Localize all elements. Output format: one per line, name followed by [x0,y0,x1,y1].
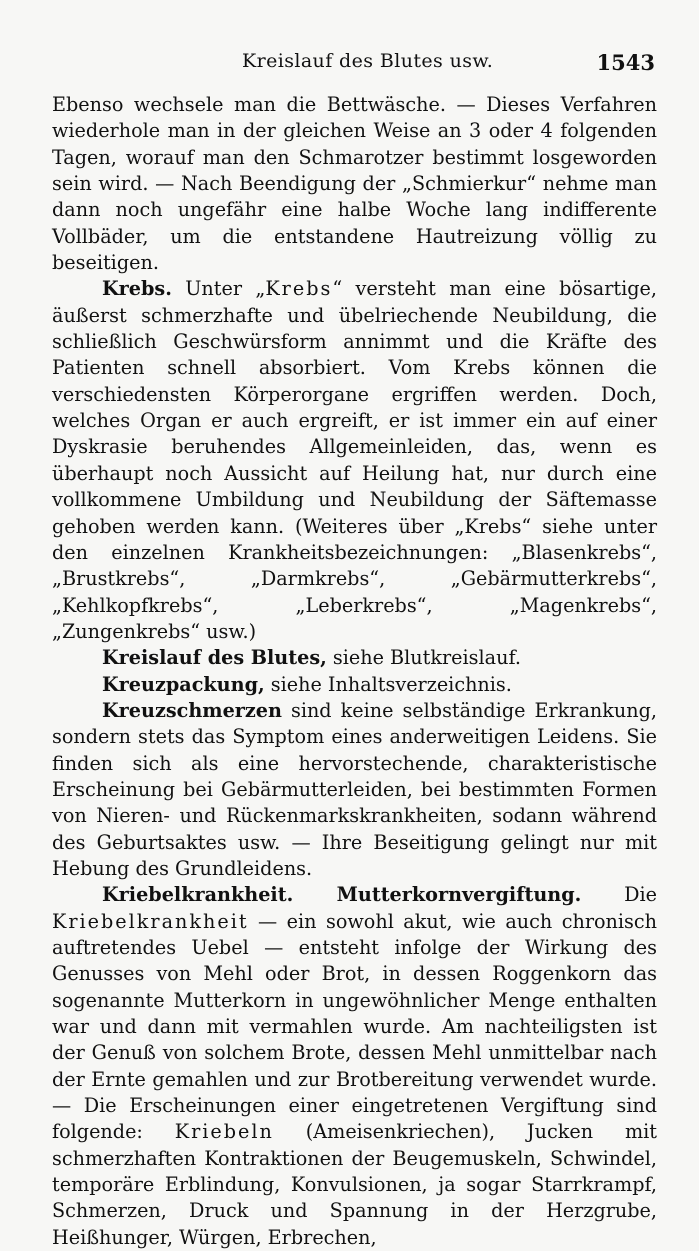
entry-text: siehe Blutkreislauf. [326,646,521,670]
entry-text: — ein sowohl akut, wie auch chronisch auftretendes Uebel — entsteht infolge der Wirkung des Genusses von Mehl oder Brot, in dessen Roggenkorn das sogenannte Mutterkorn in ungewöhnlicher Menge enthalten war und dann mit vermahlen wurde. Am nachteiligsten ist der Genuß von solchem Brote, dessen Mehl unmittelbar nach der Ernte gemahlen und zur Brotbereitung verwendet wurde. — Die Erscheinungen einer eingetretenen Vergiftung sind folgende: [52,909,657,1144]
entry-text: Die [581,883,657,907]
entry-text: sind keine selbständige Erkrankung, sondern stets das Symptom eines anderweitigen Leidens. Sie finden sich als eine hervorstechende, charakteristische Erscheinung bei Gebärmutterleiden, bei bestimmten Formen von Nieren- und Rückenmarkskrankheiten, sodann während des Geburtsaktes usw. — Ihre Beseitigung gelingt nur mit Hebung des Grundleidens. [52,698,657,880]
paragraph-text: Ebenso wechsele man die Bettwäsche. — Dieses Verfahren wiederhole man in der gleichen Weise an 3 oder 4 folgenden Tagen, worauf man den Schmarotzer bestimmt losgeworden sein wird. — Nach Beendigung der „Schmierkur“ nehme man dann noch ungefähr eine halbe Woche lang indifferente Vollbäder, um die entstandene Hautreizung völlig zu beseitigen. [52,93,657,275]
paragraph-continuation [52,92,657,276]
entry-text: (Ameisenkriechen), Jucken mit schmerzhaften Kontraktionen der Beugemuskeln, Schwindel, temporäre Erblindung, Konvulsionen, ja sogar Starrkrampf, Schmerzen, Druck und Spannung in der Herzgrube, Heißhunger, Würgen, Erbrechen, [52,1120,657,1249]
entry-lemma: Kriebelkrankheit. Mutterkornvergiftung. [102,883,582,907]
entry-lemma: Kreislauf des Blutes, [102,646,327,670]
entry-lemma: Kreuzschmerzen [102,698,282,722]
body-text [52,92,657,1251]
entry-kriebelkrankheit [52,882,657,1251]
entry-text: “ versteht man eine bösartige, äußerst schmerzhafte und übelriechende Neubildung, die schließlich Geschwürsform annimmt und die Kräfte des Patienten schnell absorbiert. Vom Krebs können die verschiedensten Körperorgane ergriffen werden. Doch, welches Organ er auch ergreift, er ist immer ein auf einer Dyskrasie beruhendes Allgemeinleiden, das, wenn es überhaupt noch Aussicht auf Heilung hat, nur durch eine vollkommene Umbildung und Neubildung der Säftemasse gehoben werden kann. (Weiteres über „Krebs“ siehe unter den einzelnen Krankheitsbezeichnungen: „Blasenkrebs“, „Brustkrebs“, „Darmkrebs“, „Gebärmutterkrebs“, „Kehlkopfkrebs“, „Leberkrebs“, „Magenkrebs“, „Zungenkrebs“ usw.) [52,277,657,643]
entry-text: Unter „ [171,277,266,301]
emphasized-term: Kriebeln [174,1120,274,1144]
emphasized-term: Krebs [265,277,333,301]
entry-lemma: Kreuzpackung, [102,672,265,696]
running-title: Kreislauf des Blutes usw. [242,50,494,72]
entry-kreuzpackung [52,672,657,698]
entry-krebs [52,276,657,645]
page-number: 1543 [596,50,655,75]
entry-lemma: Krebs. [102,277,172,301]
emphasized-term: Kriebelkrankheit [52,909,249,933]
entry-kreislauf [52,645,657,671]
entry-text: siehe Inhaltsverzeichnis. [264,672,512,696]
entry-kreuzschmerzen [52,698,657,882]
running-head [0,50,699,80]
